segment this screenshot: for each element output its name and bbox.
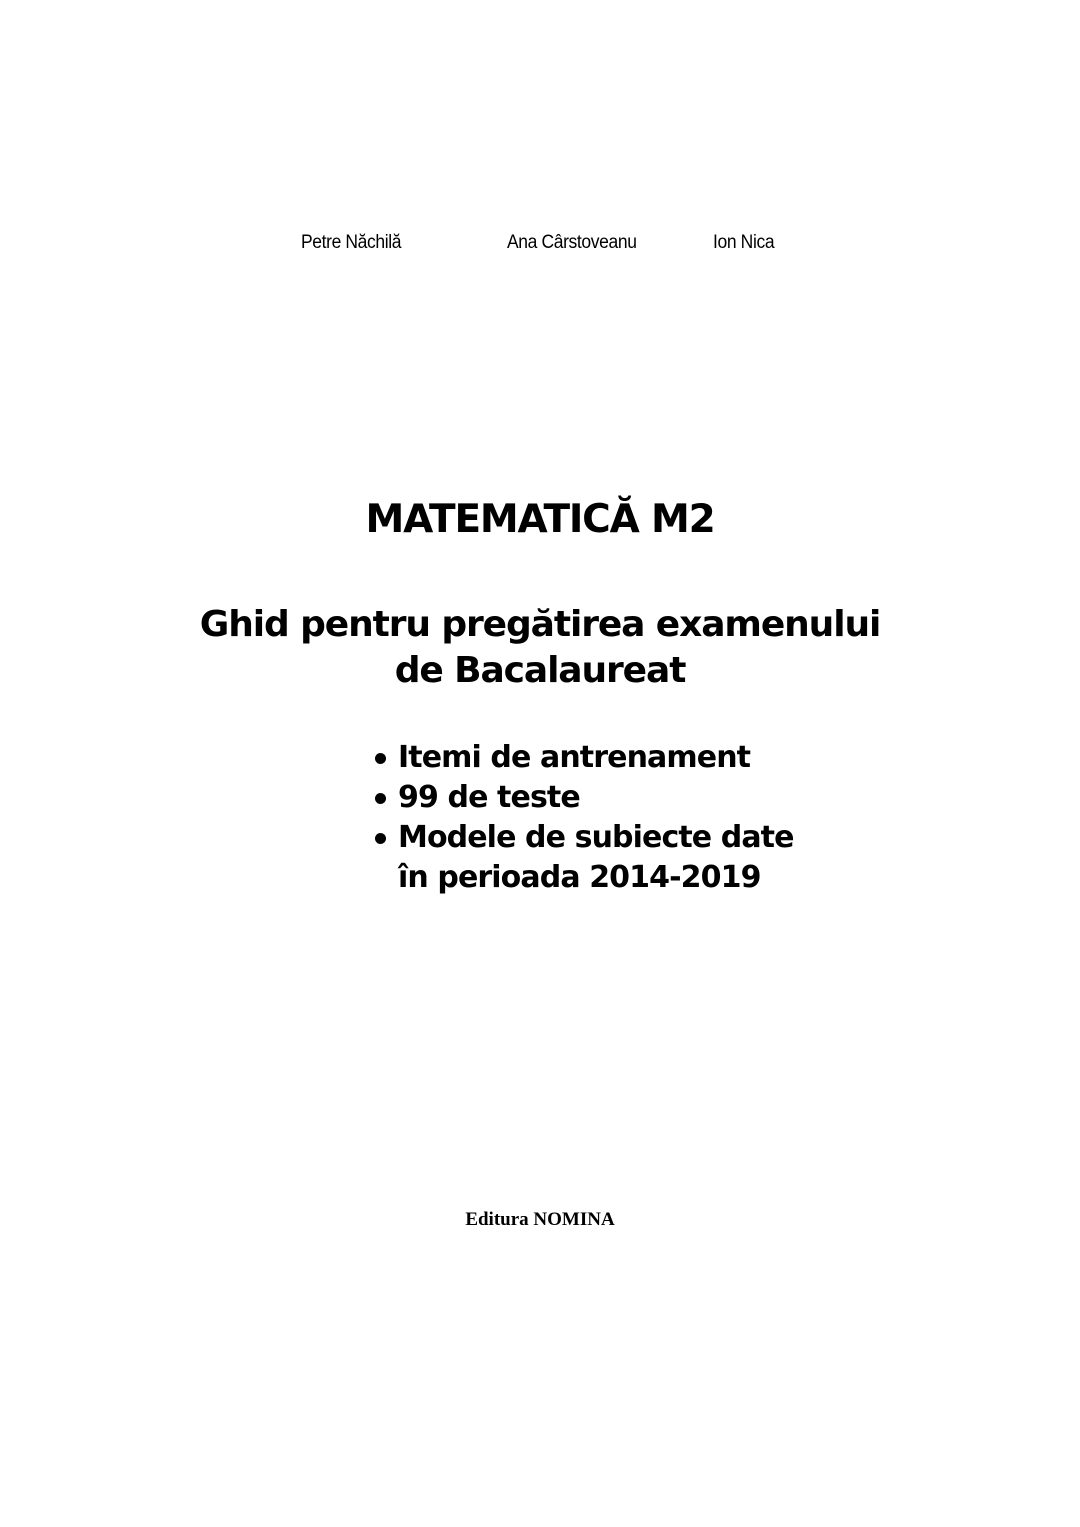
book-title: MATEMATICĂ M2 (365, 497, 715, 542)
feature-text: 99 de teste (398, 780, 580, 815)
author-name: Ion Nica (713, 232, 775, 253)
feature-text: Modele de subiecte date (398, 820, 794, 855)
bullet-icon (375, 833, 386, 844)
feature-list (373, 738, 794, 898)
book-subtitle (0, 602, 1080, 694)
author-name: Ana Cârstoveanu (507, 232, 637, 253)
feature-item (373, 778, 794, 818)
feature-text: Itemi de antrenament (398, 740, 751, 775)
bullet-icon (375, 793, 386, 804)
author-name: Petre Năchilă (301, 232, 402, 253)
feature-item (373, 738, 794, 778)
subtitle-line: de Bacalaureat (394, 650, 686, 691)
publisher-name: Editura NOMINA (465, 1209, 615, 1230)
bullet-icon (375, 753, 386, 764)
feature-item (373, 818, 794, 898)
subtitle-line: Ghid pentru pregătirea examenului (199, 604, 881, 645)
authors-line (0, 232, 1080, 258)
feature-text-continuation: în perioada 2014-2019 (398, 860, 761, 895)
